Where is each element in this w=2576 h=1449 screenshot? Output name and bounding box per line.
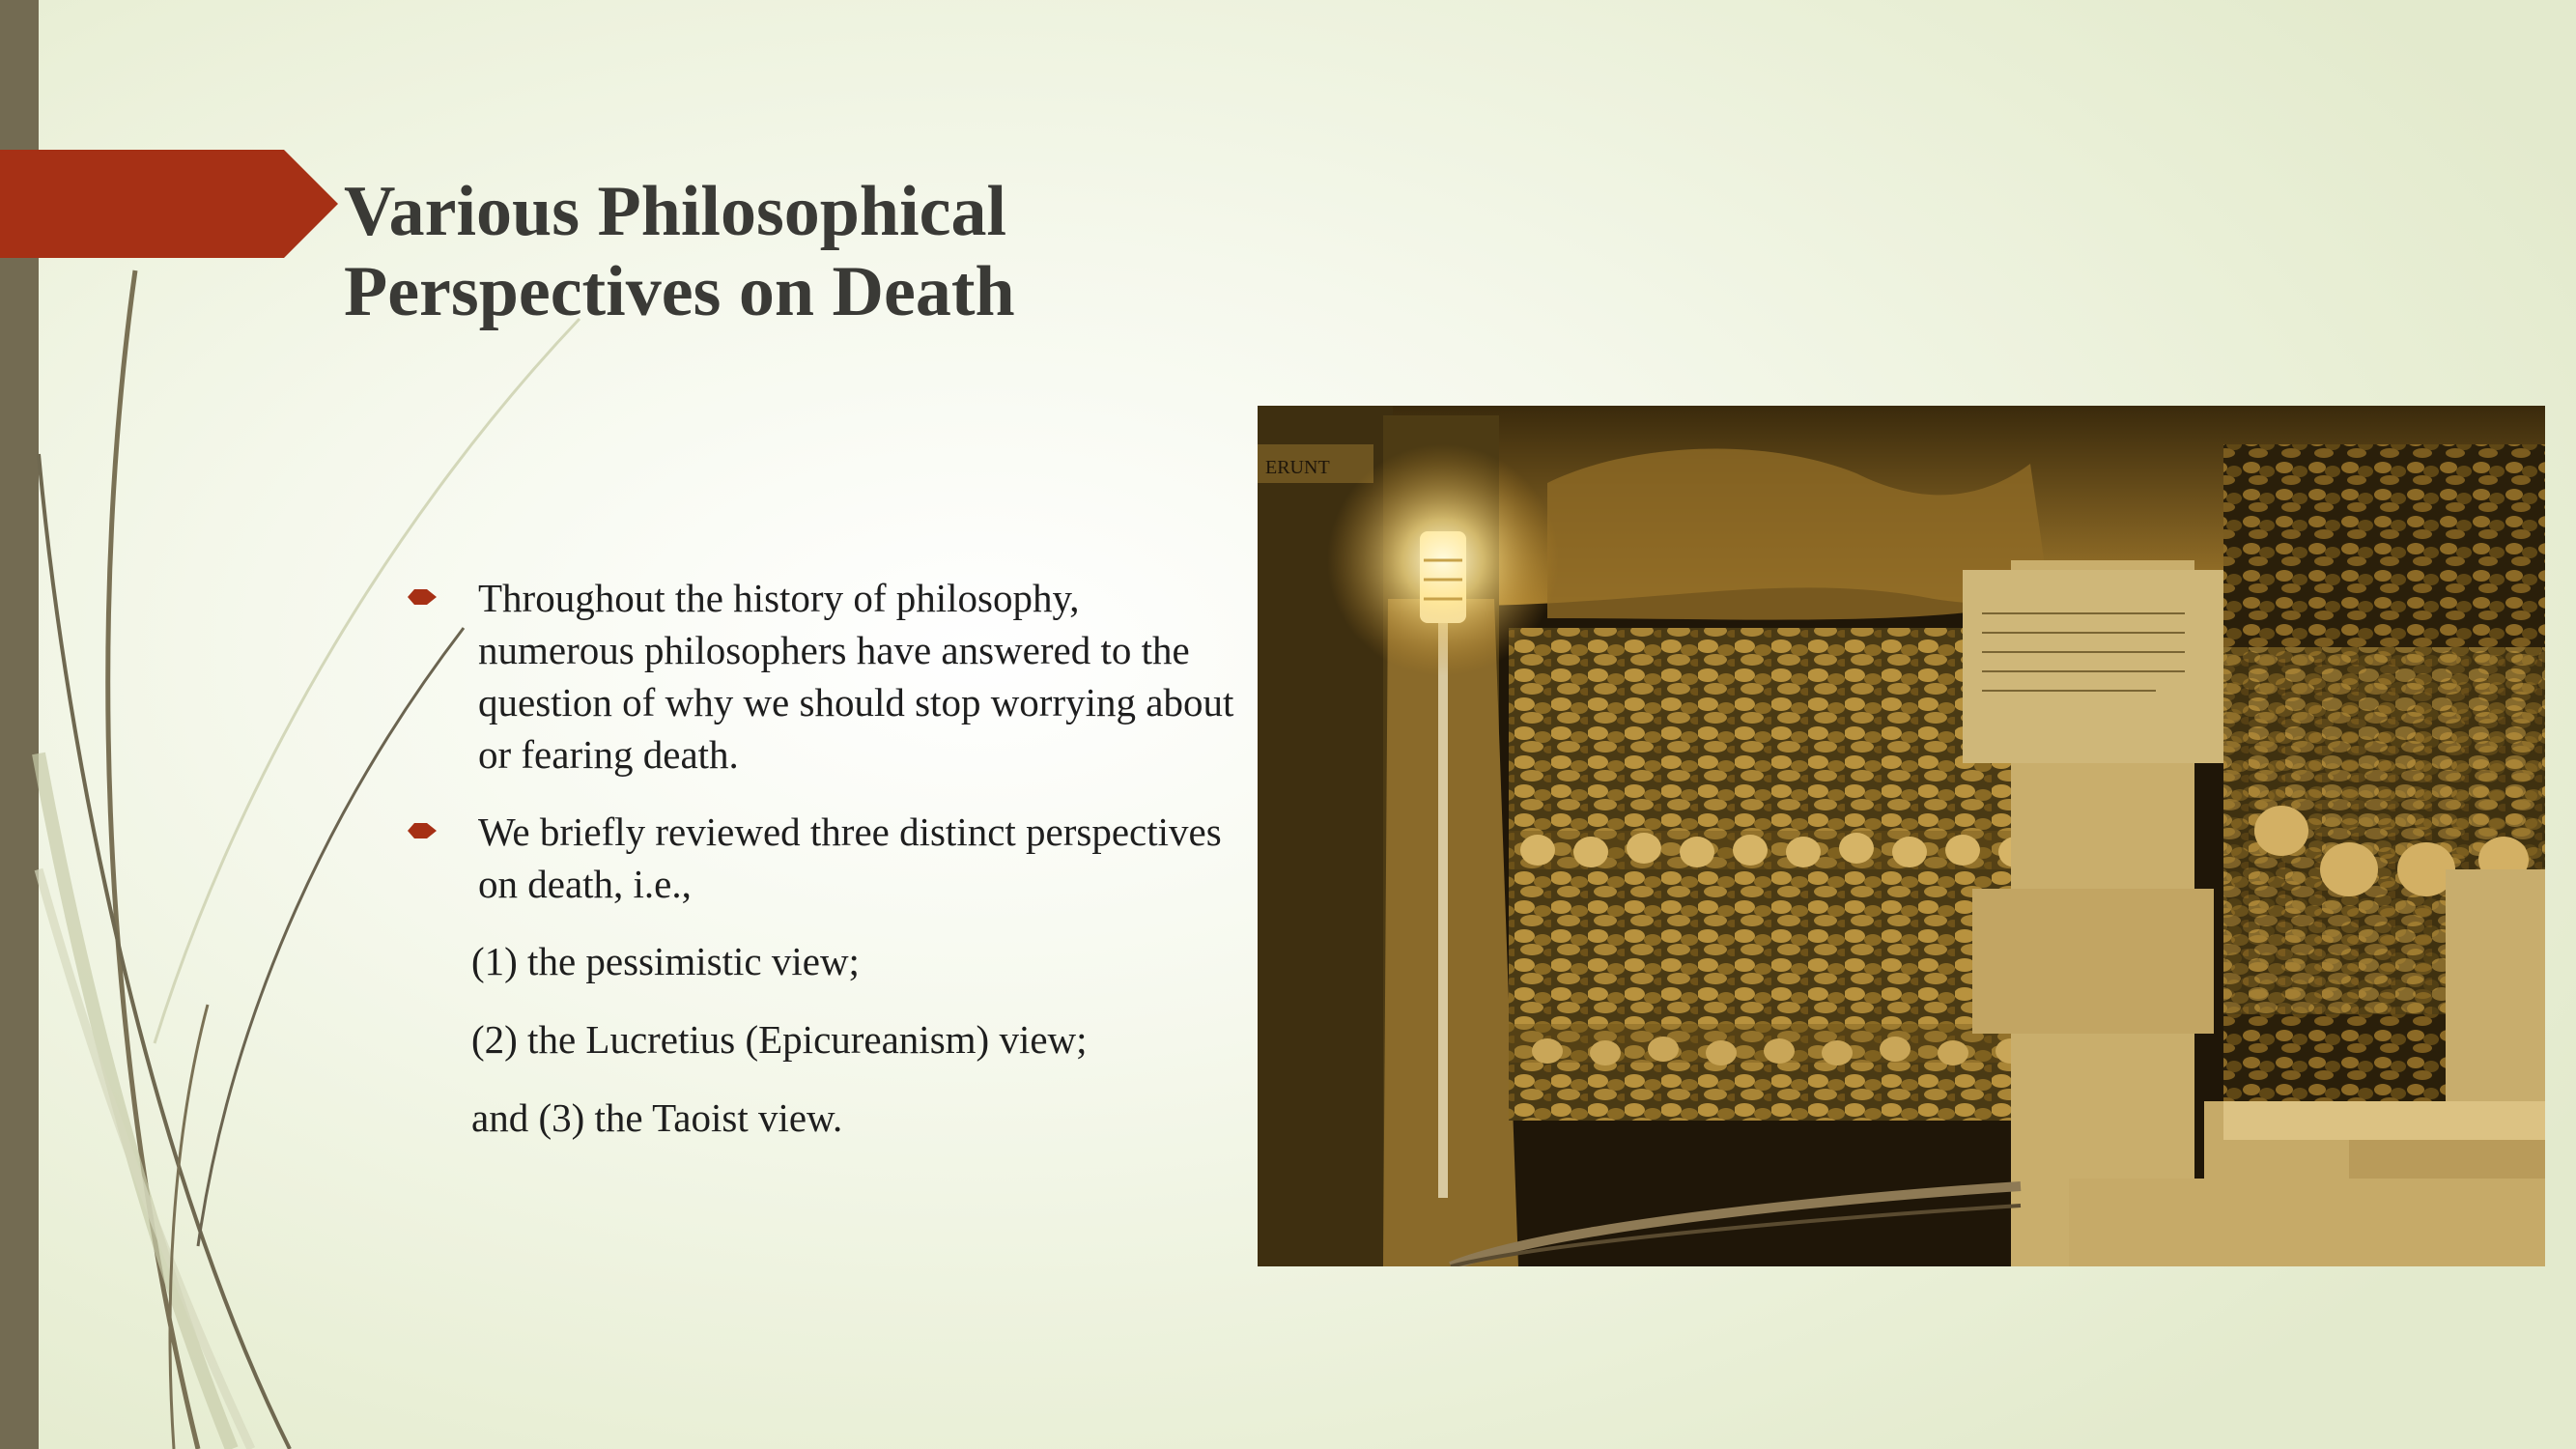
view-line-lucretius: (2) the Lucretius (Epicureanism) view; (471, 1017, 1088, 1062)
slide-content (406, 572, 1236, 1170)
bullet-text: Throughout the history of philosophy, numerous philosophers have answered to the question of why we should stop worrying about or fearing death. (478, 576, 1234, 777)
slide-title: Various Philosophical Perspectives on Death (344, 172, 1015, 331)
arrow-bullet-icon (406, 586, 439, 608)
arrow-bullet-icon (406, 820, 439, 841)
bullet-item (406, 572, 1236, 781)
view-line-pessimistic: (1) the pessimistic view; (471, 939, 860, 983)
catacomb-photo (1258, 406, 2545, 1266)
catacomb-sign-text: ERUNT (1265, 457, 1330, 478)
title-accent-arrow (0, 150, 338, 258)
bullet-item (406, 806, 1236, 910)
view-line-taoist: and (3) the Taoist view. (471, 1095, 843, 1140)
bullet-text: We briefly reviewed three distinct perspectives on death, i.e., (478, 810, 1222, 906)
